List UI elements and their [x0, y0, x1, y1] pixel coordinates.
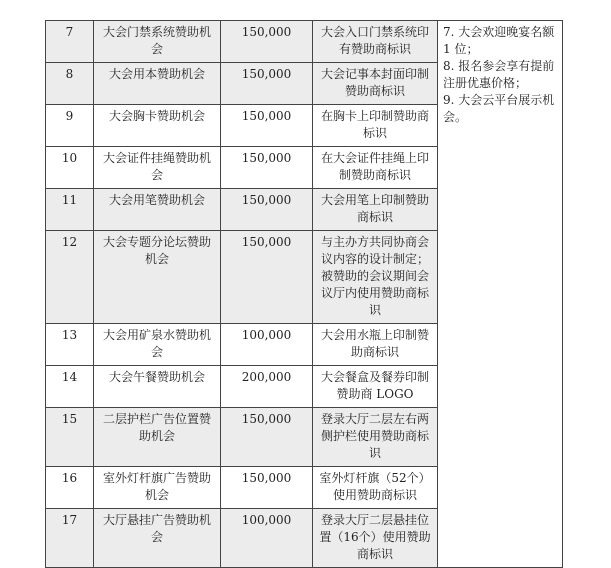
sponsor-price: 150,000	[221, 63, 313, 105]
sponsor-description: 室外灯杆旗（52个）使用赞助商标识	[313, 467, 438, 509]
sponsor-item-name: 大会胸卡赞助机会	[94, 105, 221, 147]
sponsor-description: 大会餐盒及餐券印制赞助商 LOGO	[313, 366, 438, 408]
row-number: 8	[46, 63, 94, 105]
sponsor-item-name: 大会专题分论坛赞助机会	[94, 231, 221, 324]
sponsor-item-name: 大会午餐赞助机会	[94, 366, 221, 408]
sponsor-description: 与主办方共同协商会议内容的设计制定；被赞助的会议期间会议厅内使用赞助商标识	[313, 231, 438, 324]
sponsor-right-item: 7. 大会欢迎晚宴名额 1 位；	[443, 25, 555, 56]
sponsor-rights-cell	[438, 21, 563, 568]
sponsor-price: 100,000	[221, 324, 313, 366]
row-number: 17	[46, 509, 94, 568]
sponsor-item-name: 大厅悬挂广告赞助机会	[94, 509, 221, 568]
sponsor-right-item: 9. 大会云平台展示机会。	[443, 93, 555, 124]
sponsor-item-name: 大会门禁系统赞助机会	[94, 21, 221, 63]
row-number: 12	[46, 231, 94, 324]
sponsor-item-name: 室外灯杆旗广告赞助机会	[94, 467, 221, 509]
sponsor-item-name: 大会证件挂绳赞助机会	[94, 147, 221, 189]
sponsor-description: 大会用水瓶上印制赞助商标识	[313, 324, 438, 366]
sponsor-price: 150,000	[221, 147, 313, 189]
sponsor-right-item: 8. 报名参会享有提前注册优惠价格；	[443, 59, 555, 90]
sponsor-price: 150,000	[221, 189, 313, 231]
row-number: 10	[46, 147, 94, 189]
sponsor-price: 200,000	[221, 366, 313, 408]
sponsorship-table	[45, 20, 563, 568]
row-number: 14	[46, 366, 94, 408]
sponsor-description: 在胸卡上印制赞助商标识	[313, 105, 438, 147]
sponsor-price: 150,000	[221, 231, 313, 324]
sponsor-description: 在大会证件挂绳上印制赞助商标识	[313, 147, 438, 189]
sponsor-item-name: 大会用本赞助机会	[94, 63, 221, 105]
row-number: 7	[46, 21, 94, 63]
sponsor-item-name: 二层护栏广告位置赞助机会	[94, 408, 221, 467]
sponsor-price: 150,000	[221, 467, 313, 509]
table-row	[46, 21, 563, 63]
row-number: 16	[46, 467, 94, 509]
row-number: 13	[46, 324, 94, 366]
sponsor-description: 大会记事本封面印制赞助商标识	[313, 63, 438, 105]
sponsor-price: 150,000	[221, 21, 313, 63]
sponsor-price: 150,000	[221, 105, 313, 147]
sponsor-item-name: 大会用笔赞助机会	[94, 189, 221, 231]
sponsor-price: 100,000	[221, 509, 313, 568]
row-number: 15	[46, 408, 94, 467]
sponsor-description: 大会用笔上印制赞助商标识	[313, 189, 438, 231]
row-number: 11	[46, 189, 94, 231]
sponsor-price: 150,000	[221, 408, 313, 467]
table-body	[46, 21, 563, 568]
sponsor-description: 大会入口门禁系统印有赞助商标识	[313, 21, 438, 63]
sponsor-item-name: 大会用矿泉水赞助机会	[94, 324, 221, 366]
sponsor-description: 登录大厅二层左右两侧护栏使用赞助商标识	[313, 408, 438, 467]
row-number: 9	[46, 105, 94, 147]
sponsor-description: 登录大厅二层悬挂位置（16个）使用赞助商标识	[313, 509, 438, 568]
